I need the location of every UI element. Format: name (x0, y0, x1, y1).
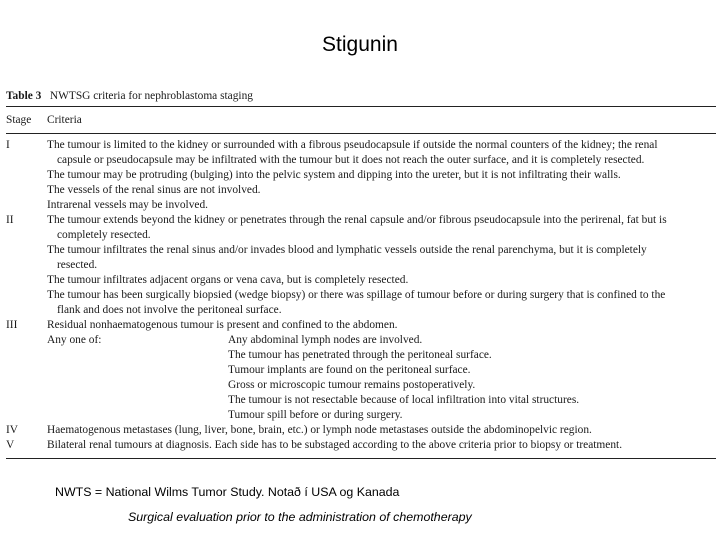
subtitle: Surgical evaluation prior to the administration of chemotherapy (128, 510, 472, 524)
table-row (6, 183, 716, 198)
criteria-text: Any one of: (47, 334, 102, 346)
table-row (6, 213, 716, 228)
stage-label: IV (6, 424, 19, 436)
criteria-text: Residual nonhaematogenous tumour is present and confined to the abdomen. (47, 319, 398, 331)
criteria-text: Haematogenous metastases (lung, liver, bone, brain, etc.) or lymph node metastases outside the abdominopelvic region. (47, 424, 592, 436)
header-criteria: Criteria (47, 114, 82, 126)
stage-label: II (6, 214, 14, 226)
table-row (6, 378, 716, 393)
criteria-text: completely resected. (57, 229, 151, 241)
table-row (6, 288, 716, 303)
criteria-text: The vessels of the renal sinus are not involved. (47, 184, 261, 196)
table-row (6, 348, 716, 363)
table-row (6, 318, 716, 333)
table-caption (6, 89, 716, 103)
table-row (6, 408, 716, 423)
criteria-option: Tumour spill before or during surgery. (228, 409, 403, 421)
table-row (6, 138, 716, 153)
table-row (6, 258, 716, 273)
criteria-text: Bilateral renal tumours at diagnosis. Each side has to be substaged according to the above criteria prior to biopsy or treatment. (47, 439, 623, 451)
criteria-text: The tumour extends beyond the kidney or penetrates through the renal capsule and/or fibrous pseudocapsule into the perirenal, fat but is (47, 214, 667, 226)
staging-table (6, 89, 716, 459)
criteria-option: Tumour implants are found on the peritoneal surface. (228, 364, 471, 376)
criteria-text: The tumour infiltrates the renal sinus and/or invades blood and lymphatic vessels outside the renal parenchyma, but it is completely (47, 244, 647, 256)
criteria-text: The tumour infiltrates adjacent organs or vena cava, but is completely resected. (47, 274, 409, 286)
criteria-text: capsule or pseudocapsule may be infiltrated with the tumour but it does not reach the outer surface, and it is completely resected. (57, 154, 645, 166)
criteria-text: The tumour may be protruding (bulging) into the pelvic system and dipping into the ureter, but it is not infiltrating their walls. (47, 169, 621, 181)
criteria-text: Intrarenal vessels may be involved. (47, 199, 208, 211)
table-row (6, 243, 716, 258)
table-label: Table 3 (6, 90, 42, 102)
criteria-text: flank and does not involve the peritoneal surface. (57, 304, 282, 316)
criteria-option: The tumour is not resectable because of local infiltration into vital structures. (228, 394, 580, 406)
stage-label: I (6, 139, 10, 151)
table-row (6, 363, 716, 378)
table-bottom-rule (6, 458, 716, 459)
criteria-option: The tumour has penetrated through the peritoneal surface. (228, 349, 492, 361)
stage-label: V (6, 439, 15, 451)
table-row (6, 393, 716, 408)
table-row (6, 303, 716, 318)
footnote: NWTS = National Wilms Tumor Study. Notað í USA og Kanada (55, 485, 400, 499)
table-row (6, 168, 716, 183)
table-row (6, 153, 716, 168)
table-caption-text: NWTSG criteria for nephroblastoma staging (49, 90, 253, 102)
table-row (6, 198, 716, 213)
criteria-text: The tumour is limited to the kidney or surrounded with a fibrous pseudocapsule if outside the normal counters of the kidney; the renal (47, 139, 658, 151)
criteria-option: Any abdominal lymph nodes are involved. (228, 334, 423, 346)
criteria-text: resected. (57, 259, 98, 271)
slide-title: Stigunin (322, 33, 398, 56)
criteria-option: Gross or microscopic tumour remains postoperatively. (228, 379, 476, 391)
table-row (6, 273, 716, 288)
criteria-text: The tumour has been surgically biopsied (wedge biopsy) or there was spillage of tumour before or during surgery that is confined to the (47, 289, 666, 301)
table-row (6, 423, 716, 438)
stage-label: III (6, 319, 18, 331)
table-row (6, 438, 716, 453)
table-row (6, 333, 716, 348)
table-body (6, 134, 716, 458)
table-header-row (6, 107, 716, 133)
header-stage: Stage (6, 114, 32, 126)
table-row (6, 228, 716, 243)
